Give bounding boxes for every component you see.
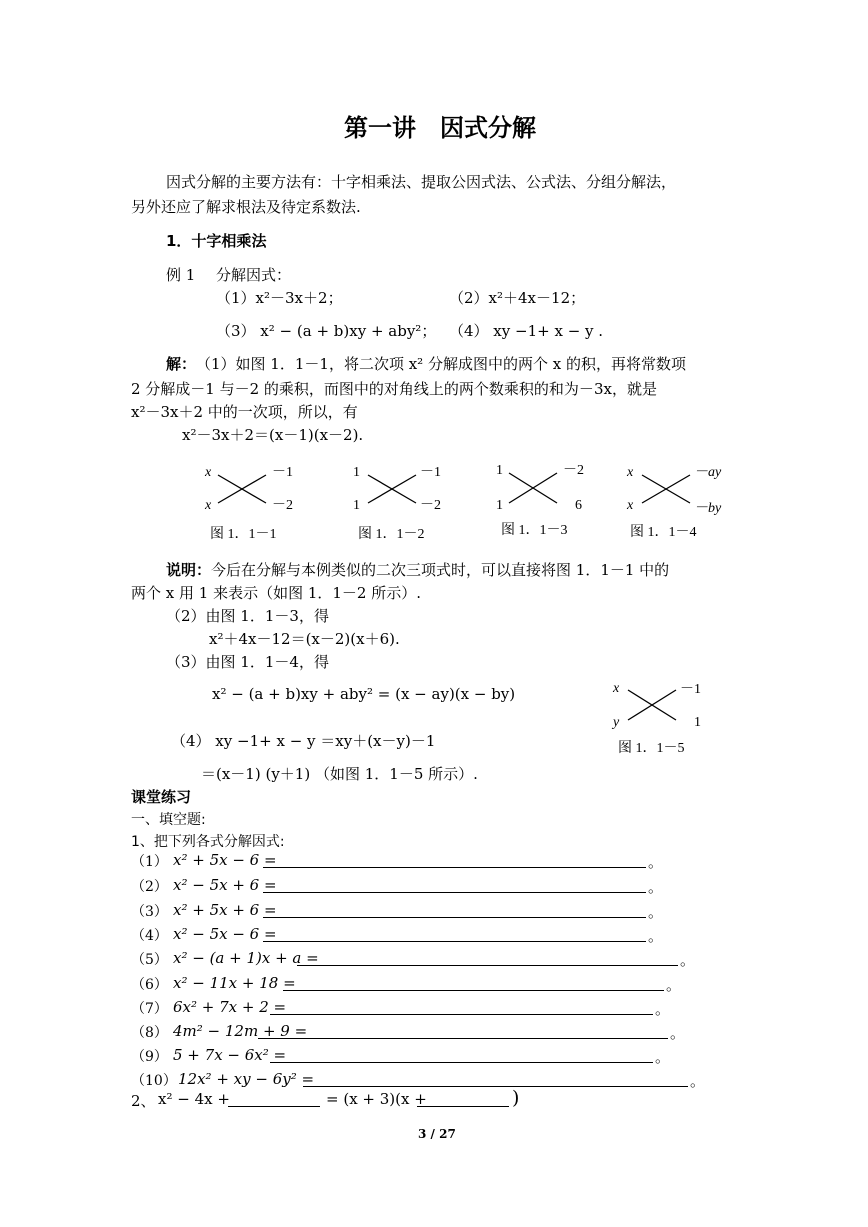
fig5-tl: x	[613, 681, 620, 696]
exercise-number: （10）	[131, 1073, 177, 1089]
note-line-1: 今后在分解与本例类似的二次三项式时，可以直接将图 1．1－1 中的	[211, 561, 670, 579]
note-line-2: 两个 x 用 1 来表示（如图 1．1－2 所示）.	[131, 584, 422, 602]
exercise-end-mark: 。	[648, 878, 664, 896]
exercise-end-mark: 。	[648, 853, 664, 871]
fig4-tl: x	[627, 465, 634, 480]
exercise-end-mark: 。	[680, 951, 696, 969]
part4-line-2: ＝(x－1) (y＋1) （如图 1．1－5 所示）.	[201, 765, 478, 783]
practice-q1: 1、把下列各式分解因式:	[131, 834, 285, 850]
exercise-number: （9）	[131, 1049, 168, 1065]
fig1-caption: 图 1．1－1	[210, 527, 277, 542]
fig1-tr: －1	[272, 465, 293, 480]
exercise-answer-blank[interactable]	[283, 990, 664, 991]
example-task: 分解因式：	[216, 266, 292, 284]
fig2-tr: －1	[420, 465, 441, 480]
exercise-number: （7）	[131, 1001, 168, 1017]
exercise-expression: x² − (a + 1)x + a =	[173, 949, 319, 967]
example-item-2: （2）x²＋4x－12；	[449, 289, 586, 307]
fig4-bl: x	[627, 498, 634, 513]
solution-result: x²－3x＋2＝(x－1)(x－2).	[182, 426, 364, 444]
exercise-expression: x² − 5x − 6 =	[173, 925, 277, 943]
fig5-tr: －1	[680, 682, 701, 697]
fig5-br: 1	[694, 715, 701, 730]
q2-expr-left: x² − 4x +	[158, 1090, 230, 1108]
fig4-br: －by	[694, 501, 722, 516]
solution-line-3: x²－3x＋2 中的一次项，所以，有	[131, 403, 358, 421]
cross-figure-4	[624, 460, 744, 540]
q2-expr-mid: = (x + 3)(x +	[326, 1090, 427, 1108]
cross-figure-5	[610, 676, 720, 758]
practice-heading: 课堂练习	[131, 788, 192, 806]
exercise-end-mark: 。	[648, 927, 664, 945]
exercise-answer-blank[interactable]	[263, 917, 646, 918]
example-item-4: （4） xy −1+ x − y .	[449, 322, 604, 340]
solution-line-1: （1）如图 1．1－1，将二次项 x² 分解成图中的两个 x 的积，再将常数项	[196, 355, 686, 373]
fig1-tl: x	[205, 465, 212, 480]
fig1-bl: x	[205, 498, 212, 513]
fig2-bl: 1	[353, 498, 360, 513]
exercise-number: （6）	[131, 977, 168, 993]
exercise-end-mark: 。	[690, 1072, 706, 1090]
exercise-number: （4）	[131, 928, 168, 944]
exercise-answer-blank[interactable]	[270, 1014, 653, 1015]
fig3-bl: 1	[496, 498, 503, 513]
exercise-number: （8）	[131, 1025, 168, 1041]
solution-label: 解：	[166, 355, 197, 373]
exercise-answer-blank[interactable]	[263, 867, 646, 868]
fig3-br: 6	[575, 498, 582, 513]
fig2-caption: 图 1．1－2	[358, 527, 425, 542]
exercise-end-mark: 。	[648, 903, 664, 921]
exercise-number: （3）	[131, 904, 168, 920]
cross-figure-1	[200, 460, 310, 540]
example-item-1: （1）x²－3x＋2；	[216, 289, 343, 307]
exercise-number: （5）	[131, 952, 168, 968]
exercise-end-mark: 。	[655, 1000, 671, 1018]
page-number: 3 / 27	[418, 1127, 456, 1141]
exercise-end-mark: 。	[655, 1048, 671, 1066]
part2-line-1: （2）由图 1．1－3，得	[166, 607, 329, 625]
intro-line-1: 因式分解的主要方法有：十字相乘法、提取公因式法、公式法、分组分解法，	[166, 173, 677, 191]
exercise-expression: 5 + 7x − 6x² =	[173, 1046, 287, 1064]
fig1-br: －2	[272, 498, 293, 513]
exercise-answer-blank[interactable]	[270, 1062, 653, 1063]
fig3-tl: 1	[496, 463, 503, 478]
cross-figure-3	[493, 460, 603, 540]
exercise-end-mark: 。	[666, 976, 682, 994]
exercise-expression: x² + 5x + 6 =	[173, 901, 277, 919]
part4-line-1: （4） xy −1+ x − y ＝xy＋(x－y)－1	[171, 732, 436, 750]
cross-figure-2	[350, 460, 460, 540]
part3-line-2: x² − (a + b)xy + aby² = (x − ay)(x − by)	[212, 685, 516, 703]
q2-number: 2、	[131, 1092, 156, 1110]
fig5-caption: 图 1．1－5	[618, 741, 685, 756]
page-title: 第一讲 因式分解	[344, 114, 536, 142]
exercise-number: （1）	[131, 854, 168, 870]
intro-line-2: 另外还应了解求根法及待定系数法.	[131, 198, 361, 216]
example-label: 例 1	[166, 266, 196, 284]
exercise-expression: 6x² + 7x + 2 =	[173, 998, 287, 1016]
q2-close-paren: )	[512, 1087, 520, 1109]
q2-blank-2[interactable]	[417, 1106, 509, 1107]
fig4-tr: －ay	[694, 465, 722, 480]
fig3-caption: 图 1．1－3	[501, 523, 568, 538]
exercise-expression: 12x² + xy − 6y² =	[178, 1070, 315, 1088]
exercise-answer-blank[interactable]	[297, 965, 678, 966]
note-label: 说明：	[166, 561, 212, 579]
exercise-expression: x² − 5x + 6 =	[173, 876, 277, 894]
fig5-bl: y	[613, 715, 620, 730]
exercise-answer-blank[interactable]	[263, 941, 646, 942]
exercise-number: （2）	[131, 879, 168, 895]
exercise-expression: x² − 11x + 18 =	[173, 974, 296, 992]
section-heading: 1．十字相乘法	[166, 232, 267, 250]
fig3-tr: －2	[563, 463, 584, 478]
fig4-caption: 图 1．1－4	[630, 525, 697, 540]
example-item-3: （3） x² − (a + b)xy + aby²；	[216, 322, 437, 340]
exercise-expression: 4m² − 12m + 9 =	[173, 1022, 308, 1040]
part2-line-2: x²＋4x－12＝(x－2)(x＋6).	[209, 630, 400, 648]
exercise-expression: x² + 5x − 6 =	[173, 851, 277, 869]
practice-subheading: 一、填空题:	[131, 812, 206, 828]
exercise-answer-blank[interactable]	[258, 1038, 668, 1039]
exercise-answer-blank[interactable]	[263, 892, 646, 893]
fig2-tl: 1	[353, 465, 360, 480]
solution-line-2: 2 分解成－1 与－2 的乘积，而图中的对角线上的两个数乘积的和为－3x，就是	[131, 380, 657, 398]
exercise-answer-blank[interactable]	[303, 1086, 688, 1087]
q2-blank-1[interactable]	[228, 1106, 320, 1107]
exercise-end-mark: 。	[670, 1024, 686, 1042]
part3-line-1: （3）由图 1．1－4，得	[166, 653, 329, 671]
fig2-br: －2	[420, 498, 441, 513]
